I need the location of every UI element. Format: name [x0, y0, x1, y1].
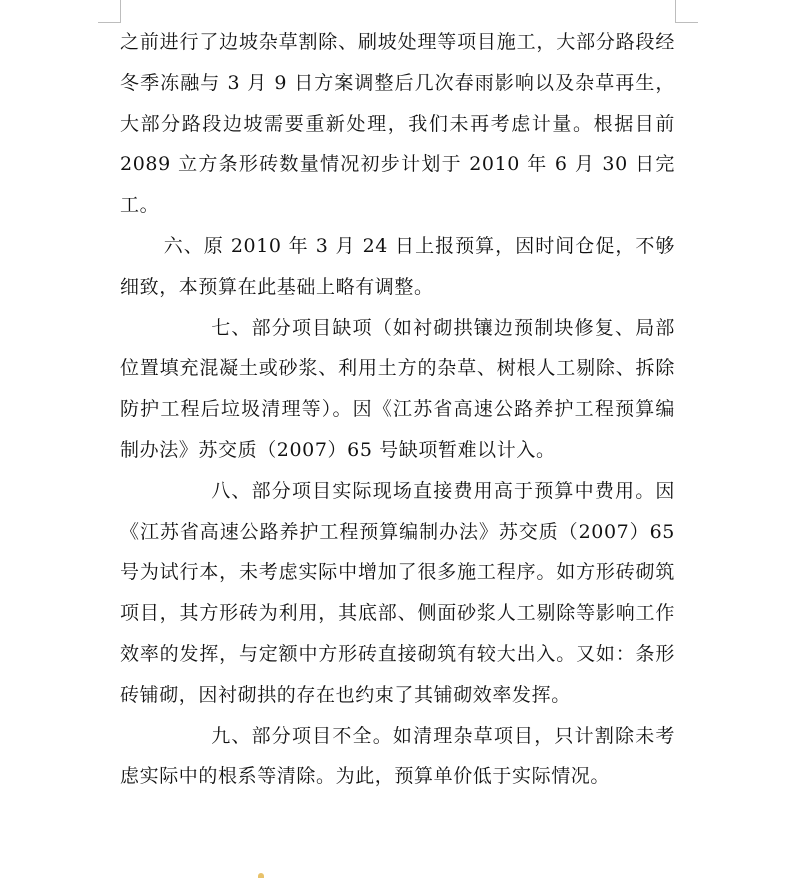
cursor-marker [258, 873, 264, 878]
paragraph-six: 六、原 2010 年 3 月 24 日上报预算，因时间仓促，不够细致，本预算在此基础上略有调整。 [120, 234, 675, 298]
paragraph-continuation: 之前进行了边坡杂草割除、刷坡处理等项目施工，大部分路段经冬季冻融与 3 月 9 日方案调整后几次春雨影响以及杂草再生，大部分路段边坡需要重新处理，我们未再考虑计量。根据目前 2089 立方条形砖数量情况初步计划于 2010 年 6 月 30 日完工。 [120, 31, 675, 217]
page-corner-mark-top-left [98, 0, 121, 23]
page-corner-mark-top-right [675, 0, 698, 23]
document-body [120, 22, 675, 797]
paragraph-eight: 八、部分项目实际现场直接费用高于预算中费用。因《江苏省高速公路养护工程预算编制办法》苏交质（2007）65 号为试行本，未考虑实际中增加了很多施工程序。如方形砖砌筑项目，其方形砖为利用，其底部、侧面砂浆人工剔除等影响工作效率的发挥，与定额中方形砖直接砌筑有较大出入。又如：条形砖铺砌，因衬砌拱的存在也约束了其铺砌效率发挥。 [120, 479, 675, 706]
paragraph-nine: 九、部分项目不全。如清理杂草项目，只计割除未考虑实际中的根系等清除。为此，预算单价低于实际情况。 [120, 724, 675, 788]
paragraph-seven: 七、部分项目缺项（如衬砌拱镶边预制块修复、局部位置填充混凝土或砂浆、利用土方的杂草、树根人工剔除、拆除防护工程后垃圾清理等）。因《江苏省高速公路养护工程预算编制办法》苏交质（2007）65 号缺项暂难以计入。 [120, 316, 675, 461]
